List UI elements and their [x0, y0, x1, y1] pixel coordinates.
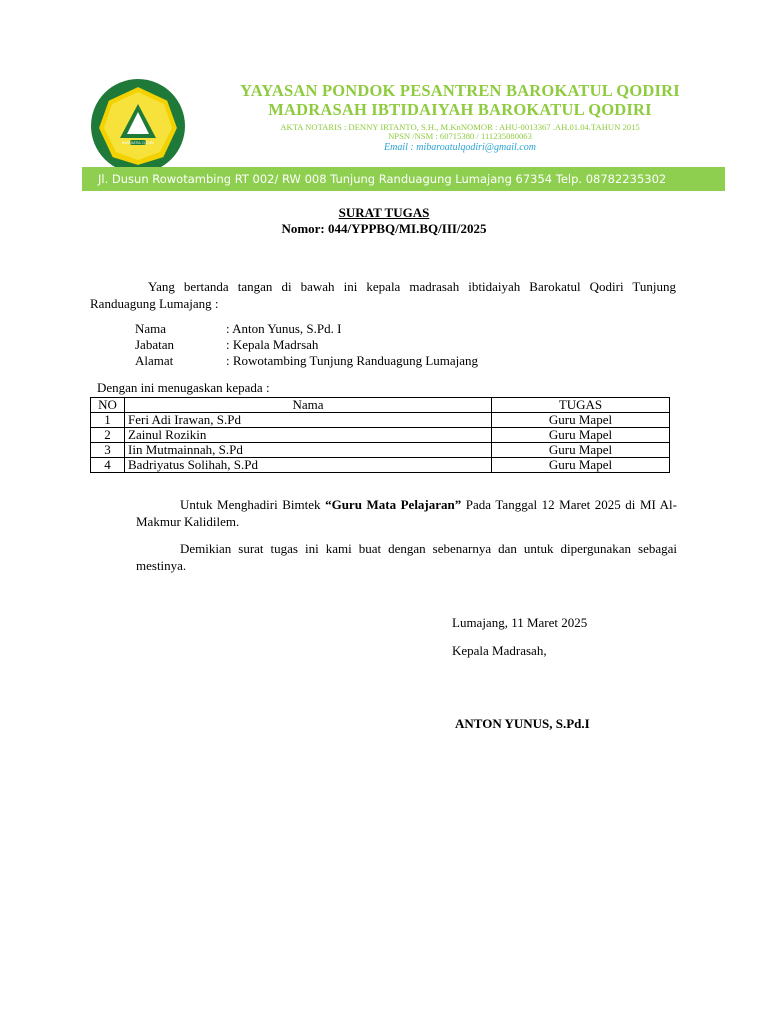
identity-label-name: Nama [135, 321, 167, 336]
cell-no: 3 [91, 443, 125, 458]
signer-role: Kepala Madrasah, [452, 643, 547, 658]
closing-paragraph: Demikian surat tugas ini kami buat dengan sebenarnya dan untuk dipergunakan sebagai mestinya. [136, 541, 677, 573]
foundation-name: YAYASAN PONDOK PESANTREN BAROKATUL QODIRI [240, 81, 680, 100]
purpose-pre: Untuk Menghadiri Bimtek [180, 497, 326, 512]
identity-label-address: Alamat [135, 353, 174, 368]
cell-task: Guru Mapel [492, 428, 670, 443]
letter-number: Nomor: 044/YPPBQ/MI.BQ/III/2025 [281, 221, 487, 236]
cell-no: 1 [91, 413, 125, 428]
cell-task: Guru Mapel [492, 443, 670, 458]
assignment-intro: Dengan ini menugaskan kepada : [97, 380, 270, 395]
cell-name: Badriyatus Solihah, S.Pd [125, 458, 492, 473]
notary-info: AKTA NOTARIS : DENNY IRTANTO, S.H., M.KnNOMOR : AHU-0013367 .AH.01.04.TAHUN 2015 [280, 122, 640, 132]
cell-name: Feri Adi Irawan, S.Pd [125, 413, 492, 428]
col-header-no: NO [91, 398, 125, 413]
identity-value-name: : Anton Yunus, S.Pd. I [226, 321, 342, 336]
cell-no: 2 [91, 428, 125, 443]
identity-label-position: Jabatan [135, 337, 174, 352]
school-logo [90, 78, 186, 174]
email-info: Email : mibaroatulqodiri@gmail.com [384, 142, 536, 153]
place-date: Lumajang, 11 Maret 2025 [452, 615, 588, 630]
purpose-paragraph [136, 497, 677, 530]
col-header-task: TUGAS [492, 398, 670, 413]
cell-task: Guru Mapel [492, 458, 670, 473]
purpose-event: “Guru Mata Pelajaran” [325, 497, 462, 512]
col-header-name: Nama [125, 398, 492, 413]
table-row [91, 413, 670, 428]
table-row [91, 443, 670, 458]
table-row [91, 428, 670, 443]
opening-paragraph: Yang bertanda tangan di bawah ini kepala madrasah ibtidaiyah Barokatul Qodiri Tunjung Randuagung Lumajang : [90, 279, 676, 311]
school-name: MADRASAH IBTIDAIYAH BAROKATUL QODIRI [268, 100, 652, 119]
cell-task: Guru Mapel [492, 413, 670, 428]
identity-value-position: : Kepala Madrsah [226, 337, 319, 352]
address-text: Jl. Dusun Rowotambing RT 002/ RW 008 Tunjung Randuagung Lumajang 67354 Telp. 08782235302 [98, 172, 667, 186]
purpose-post: Pada Tanggal 12 Maret 2025 di MI Al-Makmur Kalidilem. [136, 497, 678, 529]
letter-title: SURAT TUGAS [338, 205, 430, 220]
signer-name: ANTON YUNUS, S.Pd.I [455, 716, 590, 731]
cell-no: 4 [91, 458, 125, 473]
cell-name: Iin Mutmainnah, S.Pd [125, 443, 492, 458]
table-header-row [91, 398, 670, 413]
table-row [91, 458, 670, 473]
cell-name: Zainul Rozikin [125, 428, 492, 443]
assignee-table [90, 397, 670, 473]
identity-value-address: : Rowotambing Tunjung Randuagung Lumajang [226, 353, 479, 368]
npsn-info: NPSN /NSM : 60715380 / 111235080063 [388, 131, 532, 141]
address-bar [82, 167, 725, 191]
logo-text: BAROKATUL QODIRI [122, 141, 154, 145]
